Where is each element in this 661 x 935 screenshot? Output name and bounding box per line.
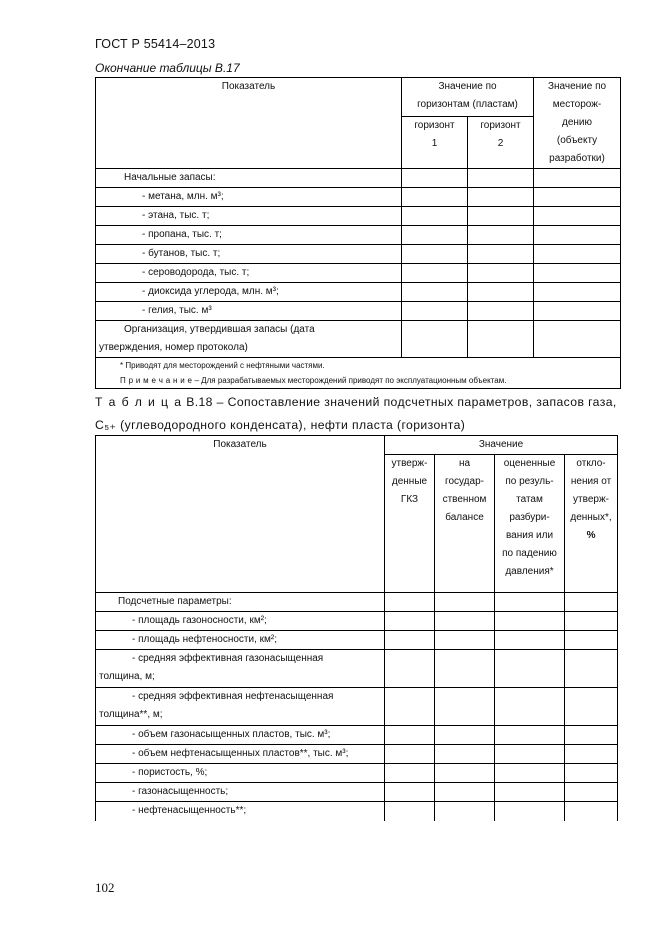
table-17: [95, 77, 621, 389]
note-remark-text: – Для разрабатываемых месторождений приводят по эксплуатационным объектам.: [192, 376, 507, 385]
table-row-label: - площадь газоносности, км²;: [96, 612, 385, 631]
col-header-approved-line: денные: [391, 476, 428, 487]
col-header-deviation-line: денных*,: [570, 512, 612, 523]
table-row-label-line: - средняя эффективная нефтенасыщенная: [132, 691, 334, 702]
col-header-horizon-1: [402, 116, 468, 168]
col-header-deviation-line: утверж-: [573, 494, 609, 505]
table-row-label-line: - средняя эффективная газонасыщенная: [132, 653, 324, 664]
col-header-estimated-line: татам: [516, 494, 543, 505]
col-header-indicator: Показатель: [96, 436, 385, 593]
table-row-label: - метана, млн. м³;: [96, 188, 402, 207]
col-header-field-line5: разработки): [549, 153, 605, 164]
table-row-label-line: толщина, м;: [99, 671, 155, 682]
table-18-caption-line1: В.18 – Сопоставление значений подсчетных параметров, запасов газа,: [182, 395, 617, 409]
table-row-label-line: толщина**, м;: [99, 709, 163, 720]
col-header-deviation: [565, 455, 618, 593]
col-header-horizon-1-a: горизонт: [414, 119, 455, 131]
page-number: 102: [95, 880, 115, 895]
col-header-approved-line: утверж-: [391, 458, 428, 469]
table-row-label: - гелия, тыс. м³: [96, 302, 402, 321]
table-17-caption: Окончание таблицы В.17: [95, 61, 240, 75]
col-header-indicator: Показатель: [96, 78, 402, 169]
col-header-deviation-line: откло-: [576, 458, 606, 469]
col-header-field-line2: месторож-: [552, 99, 602, 110]
col-header-horizon-2: [468, 116, 534, 168]
note-remark-label: П р и м е ч а н и е: [120, 376, 193, 385]
table-row-label: - сероводорода, тыс. т;: [96, 264, 402, 283]
col-header-state-balance-line: балансе: [445, 512, 484, 523]
org-line2: утверждения, номер протокола): [99, 342, 248, 353]
col-header-field-line4: (объекту: [556, 135, 598, 146]
col-header-approved: [385, 455, 435, 593]
table-row-label-multiline: [96, 650, 385, 688]
col-header-state-balance-line: на: [458, 458, 471, 469]
note-remark: [120, 373, 617, 388]
col-header-horizons: [402, 78, 534, 117]
table-18: [95, 435, 618, 821]
col-header-estimated-line: вания или: [505, 530, 554, 541]
note-footnote: * Приводят для месторождений с нефтяными частями.: [120, 361, 325, 370]
col-header-horizons-line2: горизонтам (пластам): [417, 99, 518, 110]
col-header-estimated: [495, 455, 565, 593]
col-header-horizons-line1: Значение по: [438, 81, 497, 92]
table-row-label: - объем газонасыщенных пластов, тыс. м³;: [96, 726, 385, 745]
col-header-field-line1: Значение по: [547, 81, 607, 92]
table-row-label: - бутанов, тыс. т;: [96, 245, 402, 264]
col-header-value: Значение: [385, 436, 618, 455]
col-header-estimated-line: по резуль-: [505, 476, 554, 487]
col-header-deviation-line: %: [586, 530, 596, 541]
document-header: ГОСТ Р 55414–2013: [95, 37, 216, 51]
col-header-horizon-1-b: 1: [431, 137, 438, 149]
table-row-label-multiline: [96, 688, 385, 726]
table-row-label: Подсчетные параметры:: [96, 593, 385, 612]
col-header-horizon-2-a: горизонт: [480, 119, 521, 131]
table-18-caption-prefix: Т а б л и ц а: [95, 395, 183, 409]
org-line1: Организация, утвердившая запасы (дата: [124, 324, 315, 335]
table-row-organization: [96, 321, 402, 358]
table-row-label: - пропана, тыс. т;: [96, 226, 402, 245]
col-header-state-balance: [435, 455, 495, 593]
table-row-label: - объем нефтенасыщенных пластов**, тыс. м³;: [96, 745, 385, 764]
table-row-label: - газонасыщенность;: [96, 783, 385, 802]
table-row-label: - диоксида углерода, млн. м³;: [96, 283, 402, 302]
col-header-estimated-line: по падению: [502, 548, 557, 559]
table-row-label: - пористость, %;: [96, 764, 385, 783]
col-header-field: [534, 78, 621, 169]
col-header-deviation-line: нения от: [570, 476, 612, 487]
table-row-label: - этана, тыс. т;: [96, 207, 402, 226]
col-header-estimated-line: давления*: [505, 566, 554, 577]
table-18-caption: [95, 391, 625, 437]
col-header-estimated-line: разбури-: [509, 512, 550, 523]
col-header-state-balance-line: государ-: [445, 476, 484, 487]
table-17-notes: [96, 358, 621, 389]
table-row-label: - площадь нефтеносности, км²;: [96, 631, 385, 650]
table-row-label: Начальные запасы:: [96, 169, 402, 188]
col-header-state-balance-line: ственном: [442, 494, 487, 505]
col-header-estimated-line: оцененные: [503, 458, 556, 469]
col-header-horizon-2-b: 2: [497, 137, 504, 149]
col-header-approved-line: ГКЗ: [400, 494, 419, 505]
table-18-caption-line2: C₅₊ (углеводородного конденсата), нефти пласта (горизонта): [95, 418, 466, 432]
col-header-field-line3: дению: [562, 117, 593, 128]
table-row-label: - нефтенасыщенность**;: [96, 802, 385, 821]
